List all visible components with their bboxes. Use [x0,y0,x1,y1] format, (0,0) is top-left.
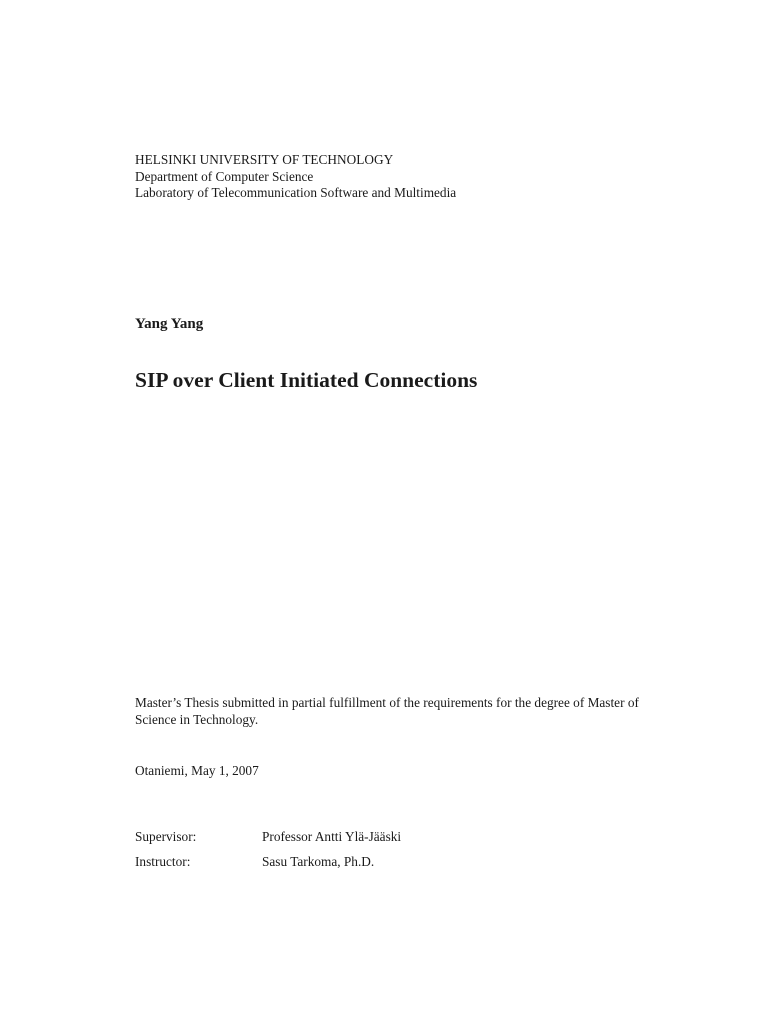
laboratory-name: Laboratory of Telecommunication Software and Multimedia [135,185,457,200]
supervisor-name: Professor Antti Ylä-Jääski [262,829,402,844]
author-name: Yang Yang [135,316,204,332]
instructor-label: Instructor: [135,853,191,869]
supervisor-row [135,829,401,854]
affiliation-block [135,152,456,202]
department-name: Department of Computer Science [135,168,314,184]
thesis-title: SIP over Client Initiated Connections [135,368,478,392]
instructor-row [135,854,401,879]
supervisor-label: Supervisor: [135,829,197,844]
university-name: HELSINKI UNIVERSITY OF TECHNOLOGY [135,152,394,167]
thesis-statement: Master’s Thesis submitted in partial fulfillment of the requirements for the degree of Master of Science in Technology. [135,695,639,727]
place-and-date: Otaniemi, May 1, 2007 [135,763,259,778]
instructor-name: Sasu Tarkoma, Ph.D. [262,853,375,869]
supervision-block [135,829,401,878]
